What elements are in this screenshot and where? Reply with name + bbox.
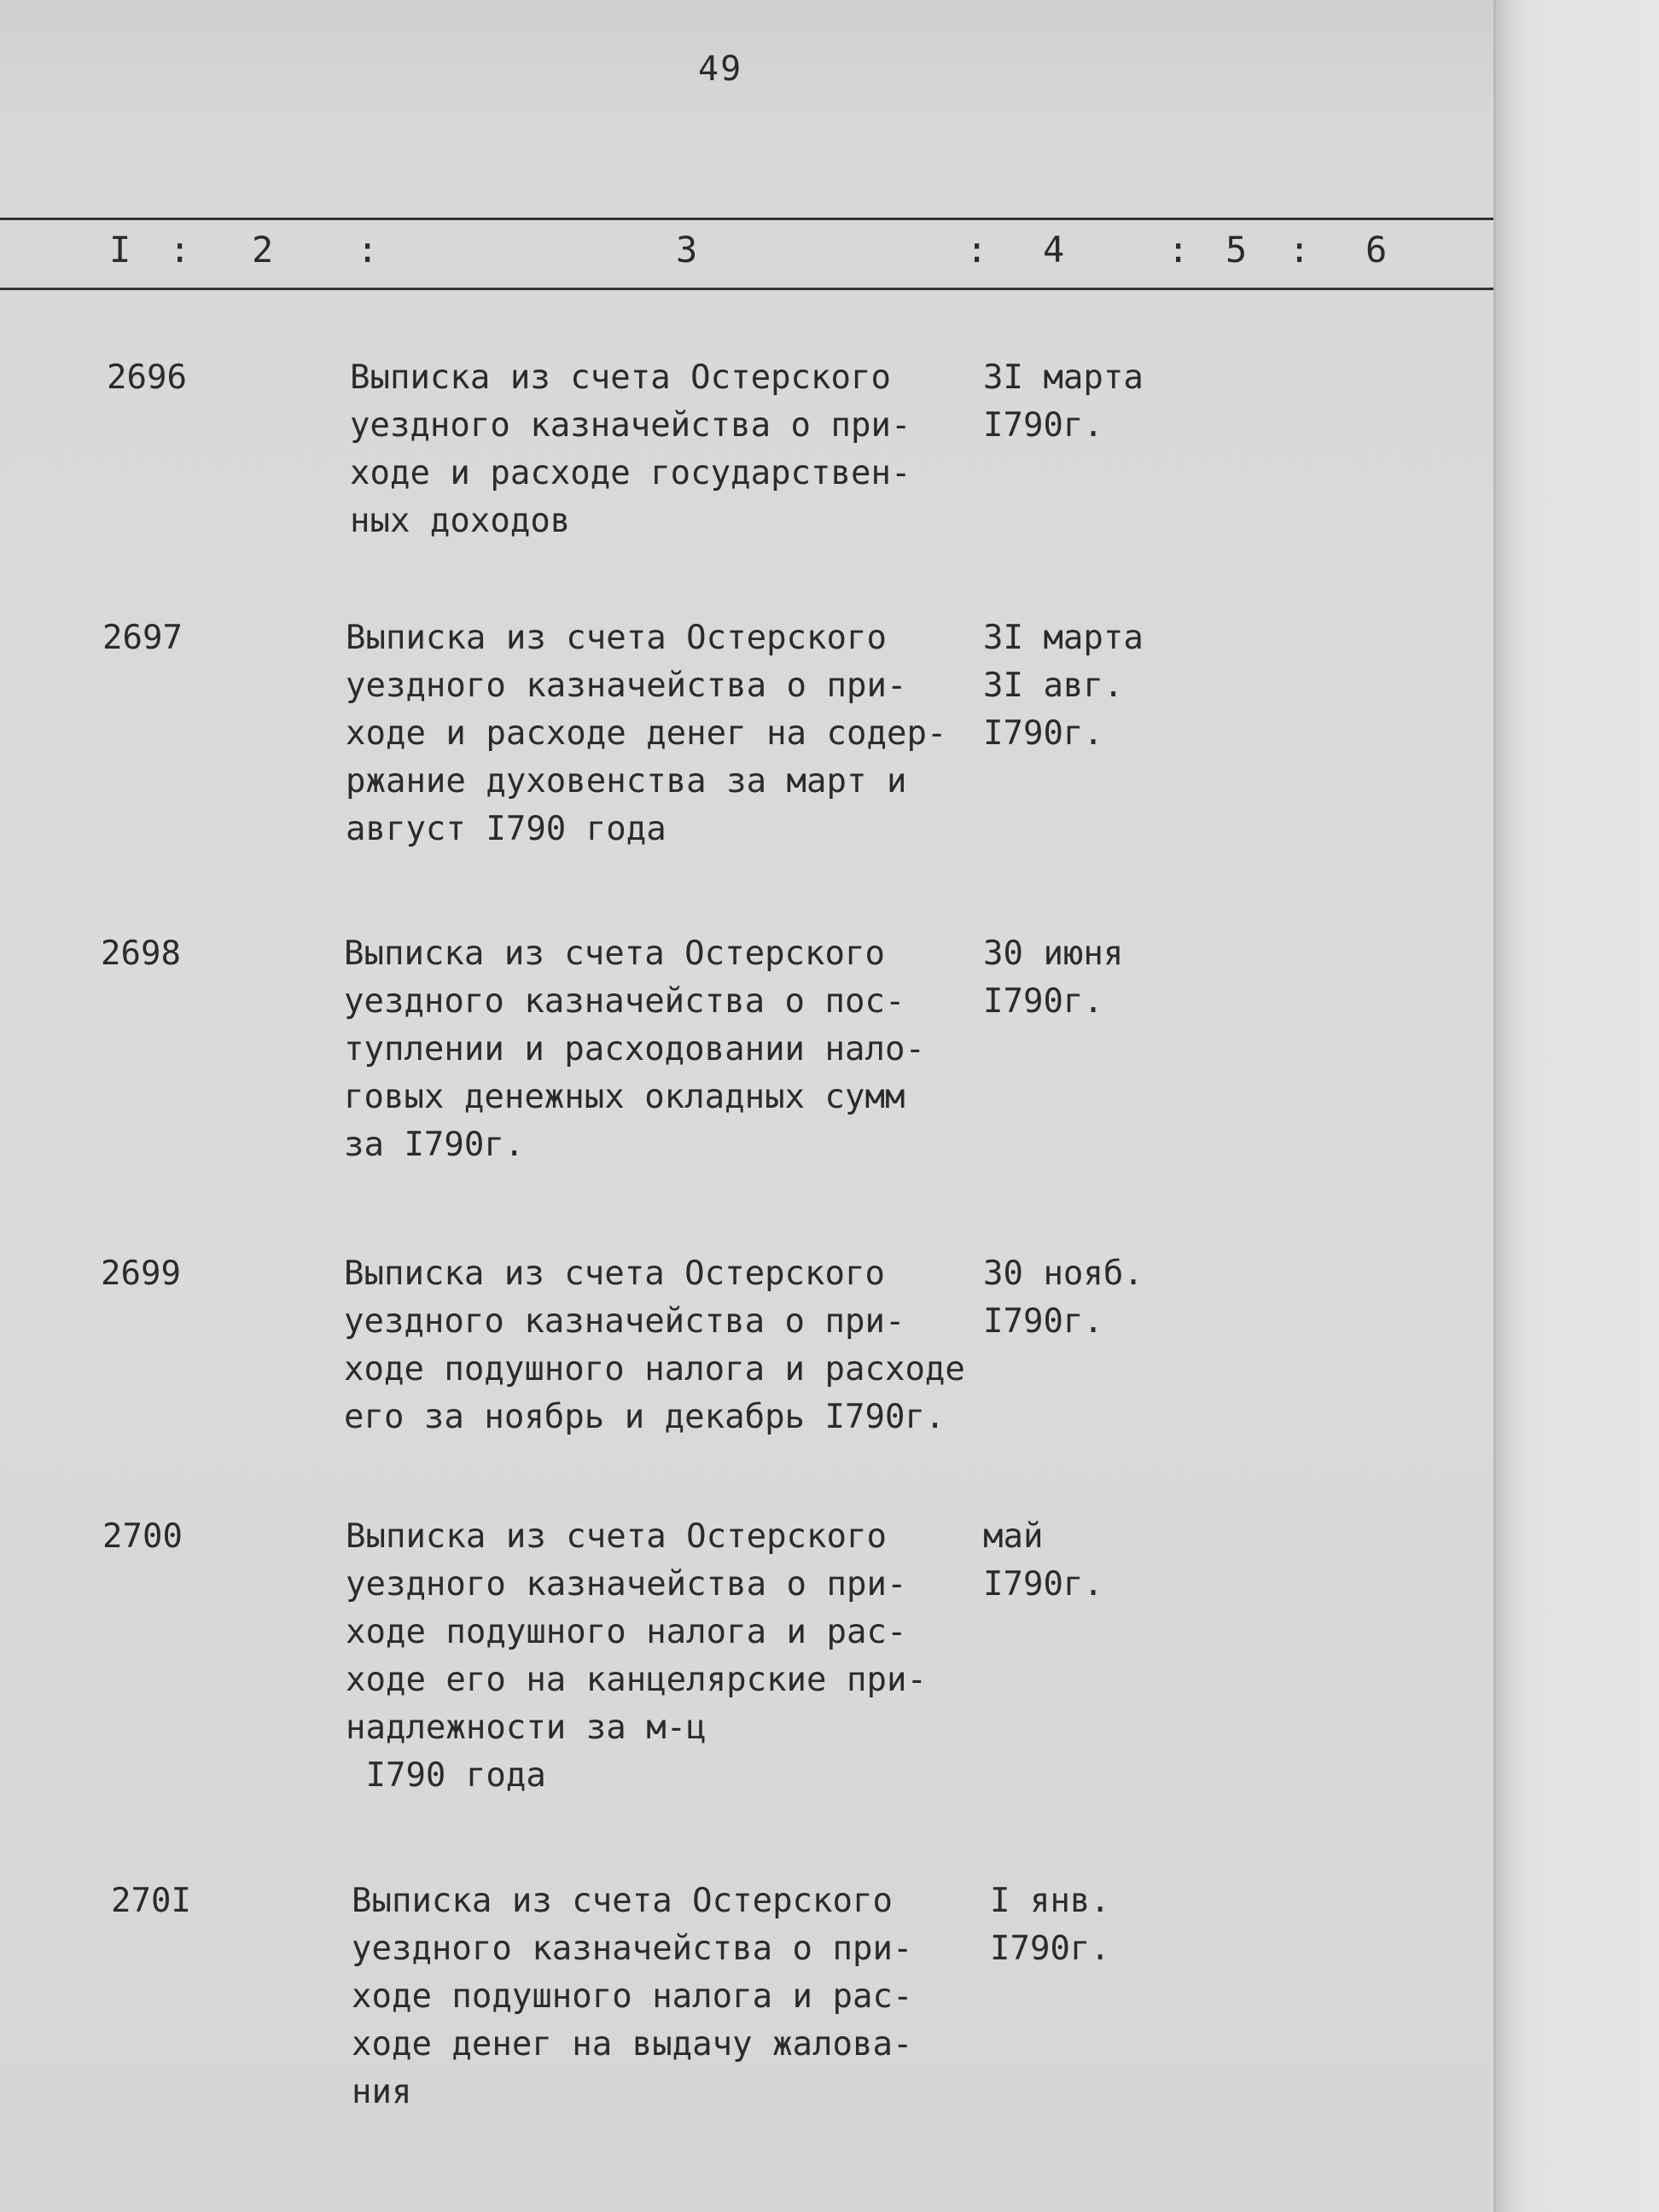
- column-separator: :: [357, 229, 379, 271]
- column-separator: :: [169, 229, 191, 271]
- page-number: 49: [698, 49, 743, 89]
- column-header-1: I: [109, 229, 131, 271]
- entry-date: 3I марта 3I авг. I790г.: [983, 619, 1144, 753]
- page-edge: [1493, 0, 1659, 2212]
- entry-number: 2696: [107, 358, 187, 397]
- column-header-4: 4: [1043, 229, 1065, 271]
- column-separator: :: [1167, 229, 1190, 271]
- entry-description: Выписка из счета Остерского уездного казначейства о при- ходе и расходе государствен- ных доходов: [350, 358, 911, 540]
- column-separator: :: [966, 229, 988, 271]
- entry-description: Выписка из счета Остерского уездного казначейства о при- ходе и расходе денег на содер- ржание духовенства за март и август I790 года: [346, 619, 947, 848]
- column-header-5: 5: [1225, 229, 1248, 271]
- entry-description: Выписка из счета Остерского уездного казначейства о пос- туплении и расходовании нало- говых денежных окладных сумм за I790г.: [344, 934, 925, 1164]
- entry-number: 2698: [101, 934, 181, 973]
- entry-date: 3I марта I790г.: [983, 358, 1144, 445]
- column-header-3: 3: [676, 229, 698, 271]
- entry-description: Выписка из счета Остерского уездного казначейства о при- ходе подушного налога и рас- ходе денег на выдачу жалова- ния: [352, 1882, 913, 2111]
- header-top-rule: [0, 218, 1493, 220]
- header-bottom-rule: [0, 288, 1493, 290]
- entry-date: 30 нояб. I790г.: [983, 1254, 1144, 1341]
- column-header-6: 6: [1365, 229, 1388, 271]
- entry-number: 2699: [101, 1254, 181, 1293]
- entry-number: 2700: [102, 1517, 183, 1556]
- column-separator: :: [1289, 229, 1311, 271]
- entry-date: I янв. I790г.: [990, 1882, 1110, 1968]
- entry-date: 30 июня I790г.: [983, 934, 1124, 1021]
- entry-description: Выписка из счета Остерского уездного казначейства о при- ходе подушного налога и расходе его за ноябрь и декабрь I790г.: [344, 1254, 965, 1436]
- entry-date: май I790г.: [983, 1517, 1103, 1604]
- column-header-2: 2: [252, 229, 274, 271]
- entry-number: 270I: [111, 1882, 191, 1920]
- entry-description: Выписка из счета Остерского уездного казначейства о при- ходе подушного налога и рас- ходе его на канцелярские при- надлежности за м-ц I790 года: [346, 1517, 927, 1795]
- entry-number: 2697: [102, 619, 183, 657]
